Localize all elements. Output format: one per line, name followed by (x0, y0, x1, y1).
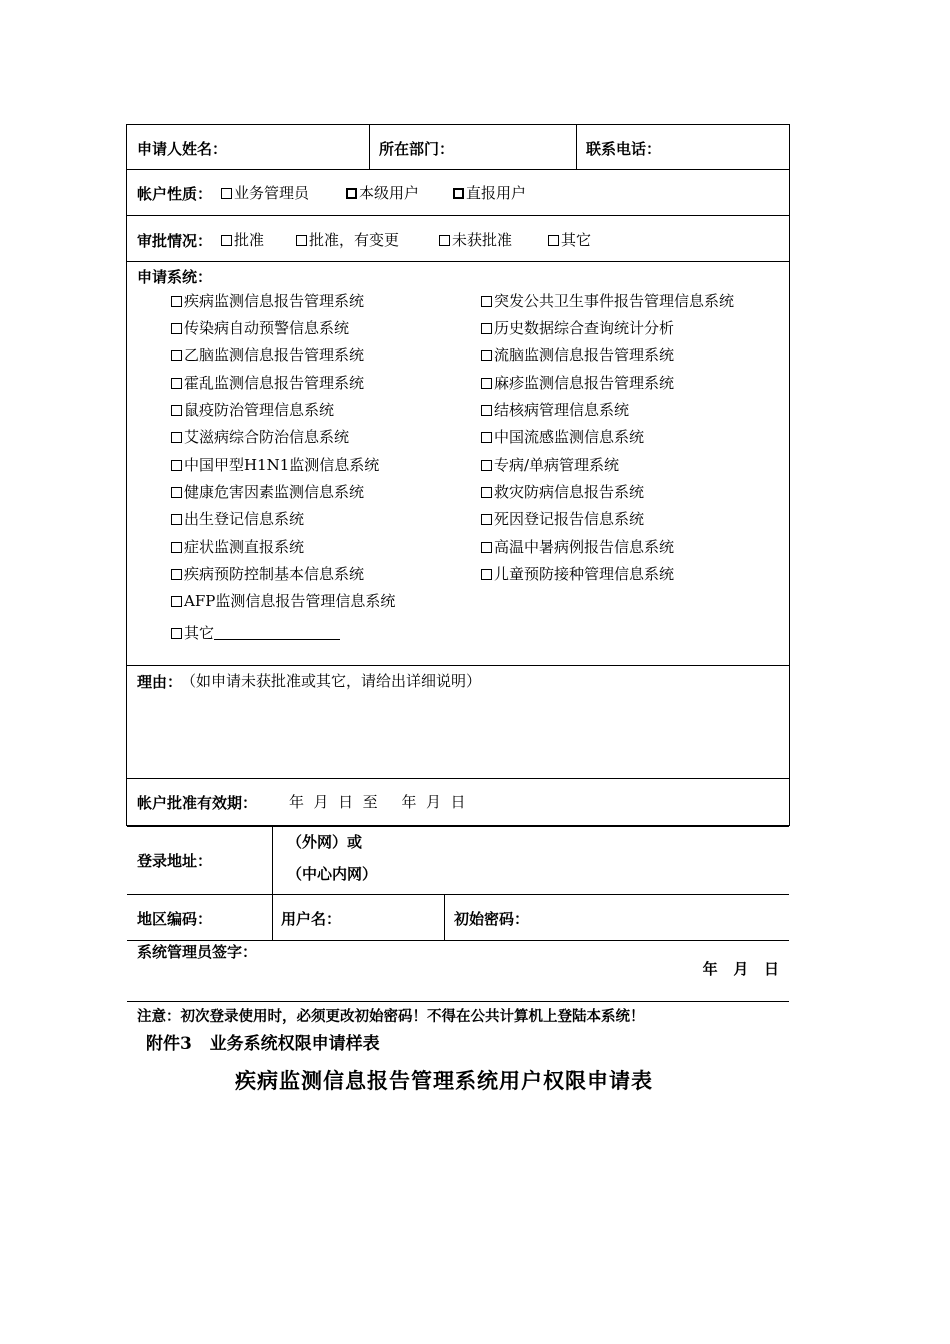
checkbox[interactable] (171, 405, 182, 416)
approval-option-approved-with-changes[interactable] (296, 229, 399, 250)
form-title: 疾病监测信息报告管理系统用户权限申请表 (235, 1068, 653, 1093)
system-label: 疾病预防控制基本信息系统 (184, 565, 365, 583)
option-label: 其它 (561, 231, 592, 249)
systems-row (127, 262, 789, 666)
system-item-other[interactable] (171, 622, 340, 643)
system-item-left[interactable] (171, 344, 364, 365)
validity-date-range[interactable]: 年 月 日 至 年 月 日 (289, 793, 466, 811)
applicant-name-label: 申请人姓名： (137, 140, 228, 158)
checkbox[interactable] (481, 460, 492, 471)
reason-row (127, 666, 789, 779)
system-label: 结核病管理信息系统 (494, 401, 630, 419)
account-type-label: 帐户性质： (137, 185, 213, 203)
checkbox[interactable] (296, 235, 307, 246)
system-label: 死因登记报告信息系统 (494, 510, 645, 528)
account-type-option-business-admin[interactable] (221, 182, 309, 203)
applicant-info-row (127, 125, 789, 170)
phone-label: 联系电话： (586, 140, 662, 158)
credentials-row (127, 895, 789, 941)
attachment-caption: 附件3 业务系统权限申请样表 (146, 1034, 380, 1054)
signature-label: 系统管理员签字： (137, 943, 258, 961)
login-address-value-cell[interactable] (272, 827, 789, 894)
system-item-right[interactable] (481, 563, 674, 584)
checkbox[interactable] (171, 323, 182, 334)
account-type-row (127, 170, 789, 216)
system-item-right[interactable] (481, 481, 644, 502)
system-label: 中国甲型H1N1监测信息系统 (184, 456, 380, 474)
other-system-blank-field[interactable] (214, 624, 340, 640)
system-label: 症状监测直报系统 (184, 538, 305, 556)
login-address-label: 登录地址： (137, 852, 213, 870)
system-item-left[interactable] (171, 317, 349, 338)
initial-password-cell[interactable] (444, 895, 789, 940)
system-item-left[interactable] (171, 508, 304, 529)
system-item-left[interactable] (171, 372, 364, 393)
system-item-right[interactable] (481, 290, 734, 311)
system-item-left[interactable] (171, 290, 364, 311)
system-item-left[interactable] (171, 426, 349, 447)
system-item-left[interactable] (171, 454, 379, 475)
system-label: 出生登记信息系统 (184, 510, 305, 528)
login-address-label-cell (127, 827, 272, 894)
approval-label: 审批情况： (137, 232, 213, 250)
system-other-label: 其它 (184, 624, 215, 642)
option-label: 本级用户 (359, 184, 420, 202)
checkbox[interactable] (171, 628, 182, 639)
department-cell[interactable] (369, 125, 576, 169)
system-label: 传染病自动预警信息系统 (184, 319, 350, 337)
system-label: 专病/单病管理系统 (494, 456, 620, 474)
system-item-right[interactable] (481, 344, 674, 365)
checkbox[interactable] (453, 188, 464, 199)
checkbox[interactable] (171, 460, 182, 471)
application-form-table (126, 124, 790, 1025)
checkbox[interactable] (171, 296, 182, 307)
checkbox[interactable] (346, 188, 357, 199)
checkbox[interactable] (481, 323, 492, 334)
system-label: AFP监测信息报告管理信息系统 (184, 592, 396, 610)
system-label: 麻疹监测信息报告管理系统 (494, 374, 675, 392)
applicant-name-cell[interactable] (127, 125, 369, 169)
system-label: 鼠疫防治管理信息系统 (184, 401, 335, 419)
system-label: 健康危害因素监测信息系统 (184, 483, 365, 501)
system-label: 中国流感监测信息系统 (494, 428, 645, 446)
system-label: 霍乱监测信息报告管理系统 (184, 374, 365, 392)
system-item-left[interactable] (171, 590, 395, 611)
system-label: 乙脑监测信息报告管理系统 (184, 346, 365, 364)
option-label: 批准 (234, 231, 265, 249)
approval-row (127, 216, 789, 262)
systems-label: 申请系统： (137, 268, 213, 286)
system-label: 突发公共卫生事件报告管理信息系统 (494, 292, 735, 310)
checkbox[interactable] (481, 487, 492, 498)
reason-label: 理由： (137, 673, 183, 691)
login-address-row (127, 827, 789, 895)
checkbox[interactable] (171, 569, 182, 580)
signature-date: 年 月 日 (702, 960, 779, 978)
system-label: 历史数据综合查询统计分析 (494, 319, 675, 337)
account-type-option-local-user[interactable] (346, 182, 419, 203)
system-item-right[interactable] (481, 426, 644, 447)
option-label: 直报用户 (466, 184, 527, 202)
system-label: 艾滋病综合防治信息系统 (184, 428, 350, 446)
department-label: 所在部门： (379, 140, 455, 158)
checkbox[interactable] (171, 350, 182, 361)
system-label: 儿童预防接种管理信息系统 (494, 565, 675, 583)
approval-option-approved[interactable] (221, 229, 264, 250)
system-item-left[interactable] (171, 563, 364, 584)
system-item-right[interactable] (481, 508, 644, 529)
system-label: 流脑监测信息报告管理系统 (494, 346, 675, 364)
system-item-right[interactable] (481, 399, 629, 420)
checkbox[interactable] (481, 378, 492, 389)
approval-option-other[interactable] (548, 229, 591, 250)
checkbox[interactable] (171, 596, 182, 607)
option-label: 未获批准 (452, 231, 513, 249)
checkbox[interactable] (481, 514, 492, 525)
system-label: 救灾防病信息报告系统 (494, 483, 645, 501)
notice-row (127, 1002, 789, 1027)
approval-option-not-approved[interactable] (439, 229, 512, 250)
checkbox[interactable] (481, 350, 492, 361)
checkbox[interactable] (171, 487, 182, 498)
option-label: 批准，有变更 (309, 231, 400, 249)
validity-label: 帐户批准有效期： (137, 794, 258, 812)
checkbox[interactable] (548, 235, 559, 246)
system-item-left[interactable] (171, 399, 334, 420)
option-label: 业务管理员 (234, 184, 310, 202)
checkbox[interactable] (481, 569, 492, 580)
internal-network-address: （中心内网） (287, 865, 378, 883)
system-item-right[interactable] (481, 536, 674, 557)
checkbox[interactable] (171, 542, 182, 553)
validity-row (127, 779, 789, 827)
initial-password-label: 初始密码： (454, 910, 530, 928)
region-code-cell[interactable] (127, 895, 272, 940)
checkbox[interactable] (171, 432, 182, 443)
checkbox[interactable] (481, 542, 492, 553)
reason-hint: （如申请未获批准或其它，请给出详细说明） (181, 672, 482, 690)
system-item-right[interactable] (481, 372, 674, 393)
checkbox[interactable] (439, 235, 450, 246)
system-item-left[interactable] (171, 481, 364, 502)
notice-text: 注意：初次登录使用时，必须更改初始密码！不得在公共计算机上登陆本系统！ (137, 1009, 645, 1025)
system-label: 疾病监测信息报告管理系统 (184, 292, 365, 310)
region-code-label: 地区编码： (137, 910, 213, 928)
system-item-left[interactable] (171, 536, 304, 557)
username-cell[interactable] (272, 895, 444, 940)
system-item-right[interactable] (481, 454, 619, 475)
signature-row (127, 941, 789, 1002)
username-label: 用户名： (281, 910, 342, 928)
system-item-right[interactable] (481, 317, 674, 338)
checkbox[interactable] (221, 188, 232, 199)
system-label: 高温中暑病例报告信息系统 (494, 538, 675, 556)
checkbox[interactable] (171, 514, 182, 525)
checkbox[interactable] (481, 405, 492, 416)
checkbox[interactable] (481, 432, 492, 443)
checkbox[interactable] (171, 378, 182, 389)
checkbox[interactable] (481, 296, 492, 307)
external-network-address: （外网）或 (287, 833, 363, 851)
checkbox[interactable] (221, 235, 232, 246)
phone-cell[interactable] (576, 125, 789, 169)
account-type-option-direct-report[interactable] (453, 182, 526, 203)
